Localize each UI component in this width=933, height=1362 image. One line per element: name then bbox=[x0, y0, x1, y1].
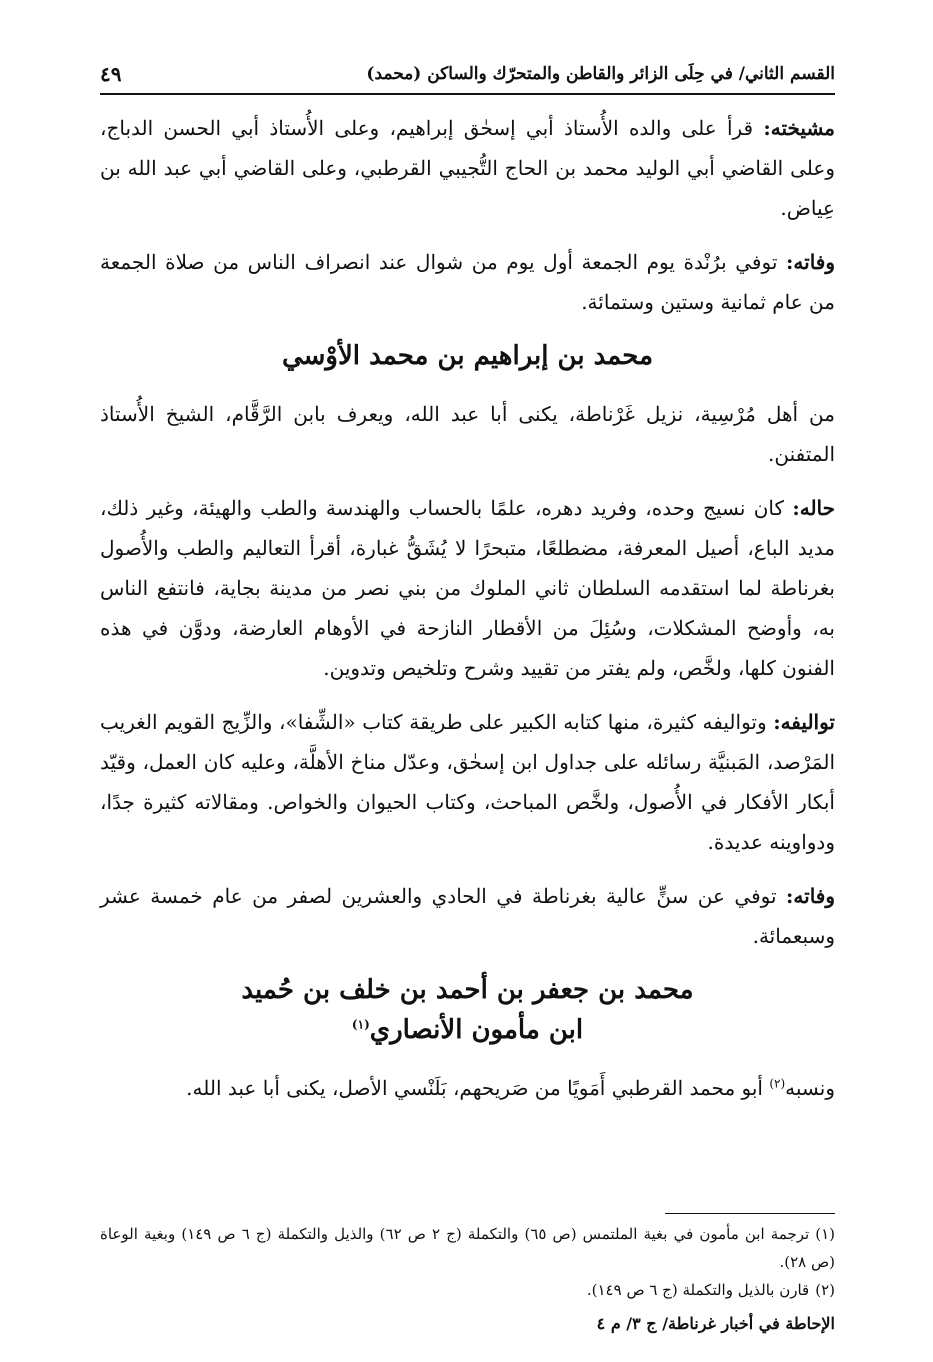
paragraph-death bbox=[100, 242, 835, 322]
paragraph-text: كان نسيج وحده، وفريد دهره، علمًا بالحساب والهندسة والطب والهيئة، وغير ذلك، مديد الباع، أصيل المعرفة، مضطلعًا، متبحرًا لا يُشَقُّ غبارة، أقرأ التعاليم والطب والأُصول بغرناطة لما استقدمه السلطان ثاني الملوك من بني نصر من مدينة بجاية، فانتفع الناس به، وأوضح المشكلات، وسُئِلَ من الأقطار النازحة في الأوهام العارضة، ودوَّن في هذه الفنون كلها، ولخَّص، ولم يفتر من تقييد وشرح وتلخيص وتدوين. bbox=[100, 496, 835, 680]
footnote-text: قارن بالذيل والتكملة (ج ٦ ص ١٤٩). bbox=[586, 1281, 810, 1299]
title-line-2 bbox=[100, 1010, 835, 1050]
biography-title: محمد بن إبراهيم بن محمد الأوْسي bbox=[281, 341, 654, 371]
printer-signature: الإحاطة في أخبار غرناطة/ ج ٣/ م ٤ bbox=[596, 1314, 835, 1333]
header-rule bbox=[100, 93, 835, 95]
footnote bbox=[100, 1276, 835, 1304]
footnote-number: (٢) bbox=[815, 1281, 835, 1299]
biography-intro bbox=[100, 1068, 835, 1108]
paragraph-text: توفي عن سنٍّ عالية بغرناطة في الحادي والعشرين لصفر من عام خمسة عشر وسبعمائة. bbox=[100, 884, 835, 948]
footnote-text: ترجمة ابن مأمون في بغية الملتمس (ص ٦٥) والتكملة (ج ٢ ص ٦٢) والذيل والتكملة (ج ٦ ص ١٤٩) وبغية الوعاة (ص ٢٨). bbox=[100, 1225, 835, 1271]
paragraph-text: قرأ على والده الأُستاذ أبي إسحٰق إبراهيم، وعلى الأُستاذ أبي الحسن الدباج، وعلى القاضي أبي الوليد محمد بن الحاج التُّجيبي القرطبي، وعلى القاضي أبي عبد الله بن عِياض. bbox=[100, 116, 835, 220]
running-header bbox=[100, 58, 835, 90]
footnotes bbox=[100, 1220, 835, 1304]
header-title: القسم الثاني/ في حِلَى الزائر والقاطن والمتحرّك والساكن (محمد) bbox=[366, 63, 835, 84]
paragraph-death bbox=[100, 876, 835, 956]
body-text bbox=[100, 108, 835, 1122]
biography-title bbox=[100, 970, 835, 1050]
footnote-rule bbox=[665, 1213, 835, 1214]
paragraph-text: توفي برُنْدة يوم الجمعة أول يوم من شوال عند انصراف الناس من صلاة الجمعة من عام ثمانية وستين وستمائة. bbox=[100, 250, 835, 314]
paragraph-state bbox=[100, 488, 835, 688]
page-number: ٤٩ bbox=[100, 62, 122, 86]
title-line-1: محمد بن جعفر بن أحمد بن خلف بن حُميد bbox=[241, 975, 694, 1005]
paragraph-works bbox=[100, 702, 835, 862]
footnote-number: (١) bbox=[815, 1225, 835, 1243]
paragraph-lead: وفاته: bbox=[786, 884, 835, 908]
book-page bbox=[100, 50, 835, 1350]
intro-text: ونسبه bbox=[785, 1076, 835, 1100]
paragraph-lead: وفاته: bbox=[786, 250, 835, 274]
title-line-2-text: ابن مأمون الأنصاري bbox=[369, 1015, 584, 1045]
footnote bbox=[100, 1220, 835, 1276]
paragraph-text: وتواليفه كثيرة، منها كتابه الكبير على طريقة كتاب «الشِّفا»، والزِّيج القويم الغريب المَرْصد، المَبنيَّة رسائله على جداول ابن إسحٰق، وعدّل مناخ الأهلَّة، وعليه كان العمل، وقيّد أبكار الأفكار في الأُصول، ولخَّص المباحث، وكتاب الحيوان والخواص. ومقالاته كثيرة جدًا، ودواوينه عديدة. bbox=[100, 710, 835, 854]
intro-text: أبو محمد القرطبي أَمَويًا من صَريحهم، بَلَنْسي الأصل، يكنى أبا عبد الله. bbox=[186, 1076, 770, 1100]
paragraph-lead: مشيخته: bbox=[763, 116, 835, 140]
paragraph-lead: حاله: bbox=[792, 496, 835, 520]
footnote-reference[interactable]: (٢) bbox=[769, 1076, 786, 1091]
footnote-reference[interactable]: (١) bbox=[351, 1017, 370, 1032]
paragraph-teachers bbox=[100, 108, 835, 228]
biography-intro: من أهل مُرْسِية، نزيل غَرْناطة، يكنى أبا عبد الله، ويعرف بابن الرَّقَّام، الشيخ الأُستاذ المتفنن. bbox=[100, 402, 835, 466]
paragraph-lead: تواليفه: bbox=[773, 710, 835, 734]
